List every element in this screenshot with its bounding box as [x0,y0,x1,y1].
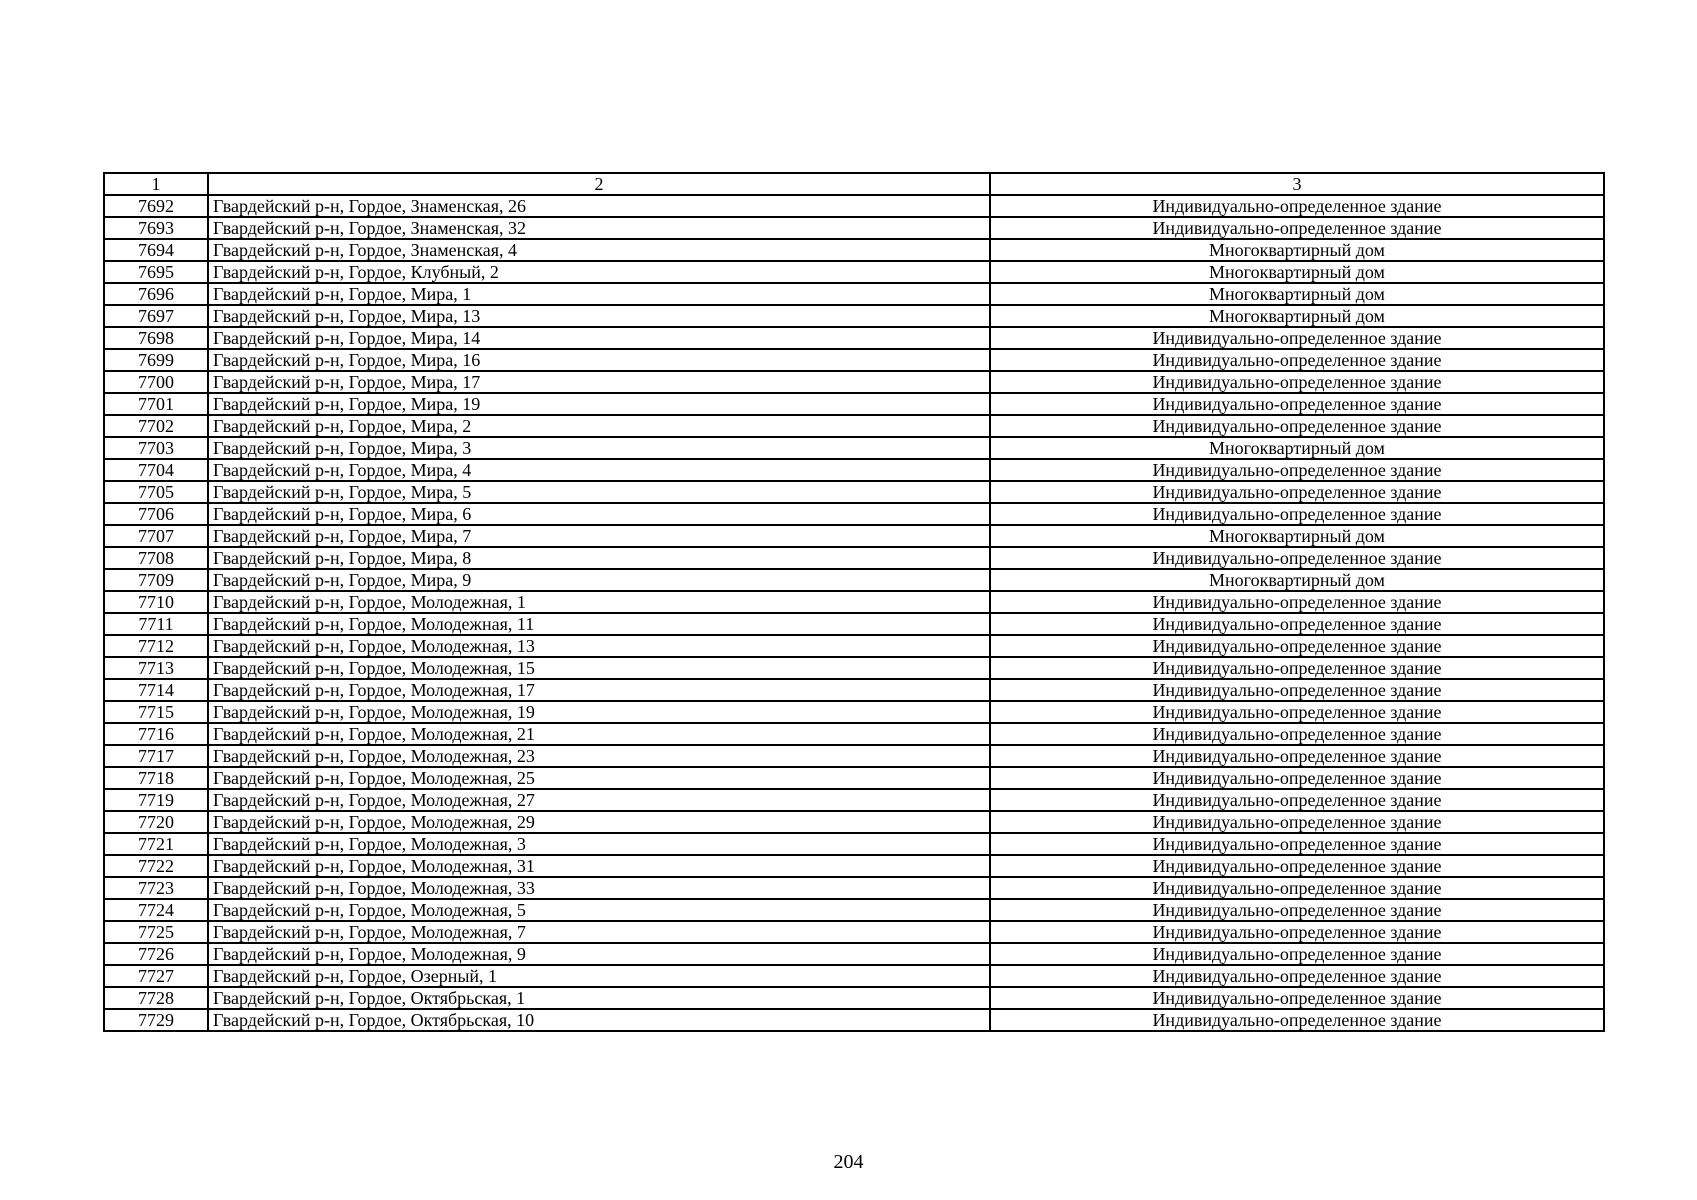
row-address: Гвардейский р-н, Гордое, Молодежная, 31 [208,855,990,877]
row-building-type: Индивидуально-определенное здание [990,657,1604,679]
row-number: 7697 [104,305,208,327]
row-number: 7692 [104,195,208,217]
table-row [104,547,1604,569]
row-number: 7703 [104,437,208,459]
row-building-type: Индивидуально-определенное здание [990,613,1604,635]
row-number: 7694 [104,239,208,261]
table-row [104,569,1604,591]
row-building-type: Многоквартирный дом [990,261,1604,283]
row-address: Гвардейский р-н, Гордое, Мира, 16 [208,349,990,371]
header-col-1: 1 [104,173,208,195]
row-address: Гвардейский р-н, Гордое, Молодежная, 29 [208,811,990,833]
table-row [104,855,1604,877]
row-building-type: Индивидуально-определенное здание [990,899,1604,921]
row-address: Гвардейский р-н, Гордое, Молодежная, 33 [208,877,990,899]
row-address: Гвардейский р-н, Гордое, Октябрьская, 10 [208,1009,990,1031]
row-building-type: Индивидуально-определенное здание [990,679,1604,701]
row-number: 7715 [104,701,208,723]
row-address: Гвардейский р-н, Гордое, Знаменская, 26 [208,195,990,217]
table-row [104,217,1604,239]
row-address: Гвардейский р-н, Гордое, Молодежная, 13 [208,635,990,657]
row-building-type: Индивидуально-определенное здание [990,327,1604,349]
row-address: Гвардейский р-н, Гордое, Знаменская, 32 [208,217,990,239]
row-building-type: Многоквартирный дом [990,283,1604,305]
row-address: Гвардейский р-н, Гордое, Молодежная, 23 [208,745,990,767]
row-address: Гвардейский р-н, Гордое, Мира, 14 [208,327,990,349]
row-number: 7706 [104,503,208,525]
row-building-type: Индивидуально-определенное здание [990,987,1604,1009]
row-number: 7702 [104,415,208,437]
table-row [104,459,1604,481]
header-col-3: 3 [990,173,1604,195]
row-building-type: Индивидуально-определенное здание [990,723,1604,745]
row-address: Гвардейский р-н, Гордое, Мира, 19 [208,393,990,415]
row-number: 7716 [104,723,208,745]
row-building-type: Индивидуально-определенное здание [990,855,1604,877]
row-building-type: Индивидуально-определенное здание [990,415,1604,437]
row-number: 7704 [104,459,208,481]
table-row [104,283,1604,305]
table-row [104,657,1604,679]
table-row [104,679,1604,701]
table-row [104,767,1604,789]
row-address: Гвардейский р-н, Гордое, Молодежная, 9 [208,943,990,965]
table-row [104,305,1604,327]
row-number: 7718 [104,767,208,789]
row-number: 7728 [104,987,208,1009]
row-number: 7720 [104,811,208,833]
row-address: Гвардейский р-н, Гордое, Мира, 13 [208,305,990,327]
row-number: 7710 [104,591,208,613]
row-number: 7699 [104,349,208,371]
building-registry-table [103,172,1605,1032]
page-number: 204 [833,1151,864,1173]
row-building-type: Многоквартирный дом [990,305,1604,327]
row-address: Гвардейский р-н, Гордое, Молодежная, 25 [208,767,990,789]
row-address: Гвардейский р-н, Гордое, Молодежная, 3 [208,833,990,855]
table-row [104,393,1604,415]
table-row [104,239,1604,261]
table-row [104,723,1604,745]
row-address: Гвардейский р-н, Гордое, Знаменская, 4 [208,239,990,261]
row-number: 7695 [104,261,208,283]
row-number: 7717 [104,745,208,767]
row-building-type: Индивидуально-определенное здание [990,877,1604,899]
table-row [104,371,1604,393]
row-number: 7701 [104,393,208,415]
row-number: 7726 [104,943,208,965]
row-building-type: Индивидуально-определенное здание [990,833,1604,855]
row-building-type: Индивидуально-определенное здание [990,195,1604,217]
row-address: Гвардейский р-н, Гордое, Молодежная, 17 [208,679,990,701]
row-number: 7708 [104,547,208,569]
row-building-type: Индивидуально-определенное здание [990,811,1604,833]
row-number: 7713 [104,657,208,679]
row-building-type: Индивидуально-определенное здание [990,789,1604,811]
table-row [104,261,1604,283]
row-address: Гвардейский р-н, Гордое, Октябрьская, 1 [208,987,990,1009]
table-row [104,811,1604,833]
row-number: 7707 [104,525,208,547]
row-building-type: Многоквартирный дом [990,525,1604,547]
row-building-type: Индивидуально-определенное здание [990,635,1604,657]
row-number: 7711 [104,613,208,635]
row-number: 7722 [104,855,208,877]
row-number: 7696 [104,283,208,305]
row-address: Гвардейский р-н, Гордое, Мира, 6 [208,503,990,525]
table-header-row [104,173,1604,195]
row-building-type: Индивидуально-определенное здание [990,481,1604,503]
row-building-type: Индивидуально-определенное здание [990,349,1604,371]
row-building-type: Многоквартирный дом [990,569,1604,591]
row-building-type: Индивидуально-определенное здание [990,767,1604,789]
row-building-type: Индивидуально-определенное здание [990,943,1604,965]
row-address: Гвардейский р-н, Гордое, Клубный, 2 [208,261,990,283]
table-row [104,789,1604,811]
row-address: Гвардейский р-н, Гордое, Мира, 8 [208,547,990,569]
table-row [104,965,1604,987]
table-row [104,415,1604,437]
table-row [104,481,1604,503]
table-row [104,503,1604,525]
row-address: Гвардейский р-н, Гордое, Молодежная, 21 [208,723,990,745]
table-row [104,591,1604,613]
row-address: Гвардейский р-н, Гордое, Молодежная, 27 [208,789,990,811]
row-number: 7714 [104,679,208,701]
row-address: Гвардейский р-н, Гордое, Мира, 7 [208,525,990,547]
header-col-2: 2 [208,173,990,195]
row-number: 7700 [104,371,208,393]
row-building-type: Индивидуально-определенное здание [990,459,1604,481]
table-row [104,899,1604,921]
row-building-type: Индивидуально-определенное здание [990,591,1604,613]
row-building-type: Индивидуально-определенное здание [990,921,1604,943]
table-row [104,525,1604,547]
row-building-type: Индивидуально-определенное здание [990,547,1604,569]
row-address: Гвардейский р-н, Гордое, Мира, 1 [208,283,990,305]
table-row [104,613,1604,635]
table-row [104,921,1604,943]
row-address: Гвардейский р-н, Гордое, Молодежная, 15 [208,657,990,679]
table-row [104,987,1604,1009]
row-address: Гвардейский р-н, Гордое, Озерный, 1 [208,965,990,987]
row-address: Гвардейский р-н, Гордое, Мира, 4 [208,459,990,481]
row-address: Гвардейский р-н, Гордое, Мира, 17 [208,371,990,393]
table-row [104,635,1604,657]
row-number: 7721 [104,833,208,855]
row-building-type: Индивидуально-определенное здание [990,503,1604,525]
row-number: 7727 [104,965,208,987]
row-building-type: Многоквартирный дом [990,437,1604,459]
row-number: 7725 [104,921,208,943]
table-row [104,833,1604,855]
table-row [104,701,1604,723]
row-building-type: Индивидуально-определенное здание [990,965,1604,987]
row-address: Гвардейский р-н, Гордое, Мира, 5 [208,481,990,503]
table-body [104,195,1604,1031]
row-number: 7719 [104,789,208,811]
row-number: 7724 [104,899,208,921]
row-number: 7723 [104,877,208,899]
row-building-type: Индивидуально-определенное здание [990,745,1604,767]
row-address: Гвардейский р-н, Гордое, Молодежная, 5 [208,899,990,921]
table-row [104,1009,1604,1031]
row-number: 7729 [104,1009,208,1031]
row-address: Гвардейский р-н, Гордое, Мира, 9 [208,569,990,591]
row-building-type: Индивидуально-определенное здание [990,371,1604,393]
row-address: Гвардейский р-н, Гордое, Мира, 3 [208,437,990,459]
row-address: Гвардейский р-н, Гордое, Молодежная, 7 [208,921,990,943]
row-number: 7698 [104,327,208,349]
row-address: Гвардейский р-н, Гордое, Молодежная, 11 [208,613,990,635]
table-row [104,437,1604,459]
table-row [104,195,1604,217]
row-number: 7705 [104,481,208,503]
table-row [104,327,1604,349]
table-row [104,943,1604,965]
row-building-type: Индивидуально-определенное здание [990,701,1604,723]
row-building-type: Индивидуально-определенное здание [990,1009,1604,1031]
row-address: Гвардейский р-н, Гордое, Мира, 2 [208,415,990,437]
row-address: Гвардейский р-н, Гордое, Молодежная, 19 [208,701,990,723]
row-building-type: Многоквартирный дом [990,239,1604,261]
row-address: Гвардейский р-н, Гордое, Молодежная, 1 [208,591,990,613]
row-number: 7709 [104,569,208,591]
row-building-type: Индивидуально-определенное здание [990,393,1604,415]
table-row [104,877,1604,899]
table-row [104,349,1604,371]
row-number: 7693 [104,217,208,239]
row-number: 7712 [104,635,208,657]
table-row [104,745,1604,767]
row-building-type: Индивидуально-определенное здание [990,217,1604,239]
